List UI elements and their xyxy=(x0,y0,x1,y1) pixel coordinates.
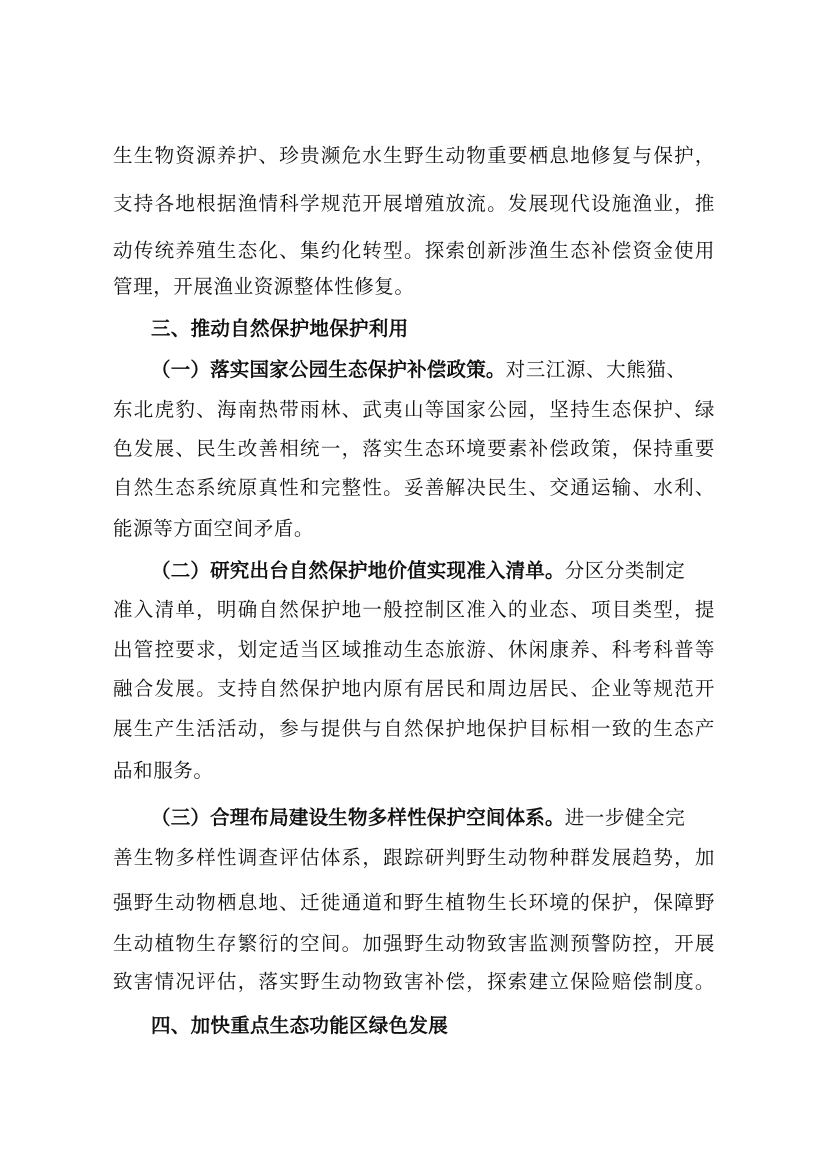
subsection-title-3: （三）合理布局建设生物多样性保护空间体系。 xyxy=(151,806,565,829)
body-text-line: 生动植物生存繁衍的空间。加强野生动物致害监测预警防控，开展 xyxy=(113,932,715,955)
body-text-line: 支持各地根据渔情科学规范开展增殖放流。发展现代设施渔业，推 xyxy=(113,192,715,215)
body-text-line: 准入清单，明确自然保护地一般控制区准入的业态、项目类型，提 xyxy=(113,598,715,621)
body-text-line: 强野生动物栖息地、迁徙通道和野生植物生长环境的保护，保障野 xyxy=(113,891,715,914)
section-heading-4: 四、加快重点生态功能区绿色发展 xyxy=(151,1014,449,1037)
body-text-segment: 进一步健全完 xyxy=(564,806,686,829)
paragraph-3-first-line xyxy=(151,798,715,838)
section-heading-3: 三、推动自然保护地保护利用 xyxy=(151,317,409,340)
body-text-line: 致害情况评估，落实野生动物致害补偿，探索建立保险赔偿制度。 xyxy=(113,970,715,993)
body-text-segment: 对三江源、大熊猫、 xyxy=(505,358,687,381)
body-text-line: 品和服务。 xyxy=(113,759,214,782)
paragraph-1-first-line xyxy=(151,350,715,390)
subsection-title-2: （二）研究出台自然保护地价值实现准入清单。 xyxy=(151,559,565,582)
body-text-line: 生生物资源养护、珍贵濒危水生野生动物重要栖息地修复与保护， xyxy=(113,144,715,167)
body-text-line: 色发展、民生改善相统一，落实生态环境要素补偿政策，保持重要 xyxy=(113,437,715,460)
body-text-segment: 分区分类制定 xyxy=(564,559,686,582)
body-text-line: 自然生态系统原真性和完整性。妥善解决民生、交通运输、水利、 xyxy=(113,476,715,499)
paragraph-2-first-line xyxy=(151,551,715,591)
body-text-line: 展生产生活活动，参与提供与自然保护地保护目标相一致的生态产 xyxy=(113,717,715,740)
body-text-line: 管理，开展渔业资源整体性修复。 xyxy=(113,275,415,298)
body-text-line: 动传统养殖生态化、集约化转型。探索创新涉渔生态补偿资金使用 xyxy=(113,239,715,262)
body-text-line: 善生物多样性调查评估体系，跟踪研判野生动物种群发展趋势，加 xyxy=(113,846,715,869)
subsection-title-1: （一）落实国家公园生态保护补偿政策。 xyxy=(151,358,506,381)
body-text-line: 能源等方面空间矛盾。 xyxy=(113,517,315,540)
body-text-line: 出管控要求，划定适当区域推动生态旅游、休闲康养、科考科普等 xyxy=(113,638,715,661)
body-text-line: 东北虎豹、海南热带雨林、武夷山等国家公园，坚持生态保护、绿 xyxy=(113,398,715,421)
body-text-line: 融合发展。支持自然保护地内原有居民和周边居民、企业等规范开 xyxy=(113,677,715,700)
